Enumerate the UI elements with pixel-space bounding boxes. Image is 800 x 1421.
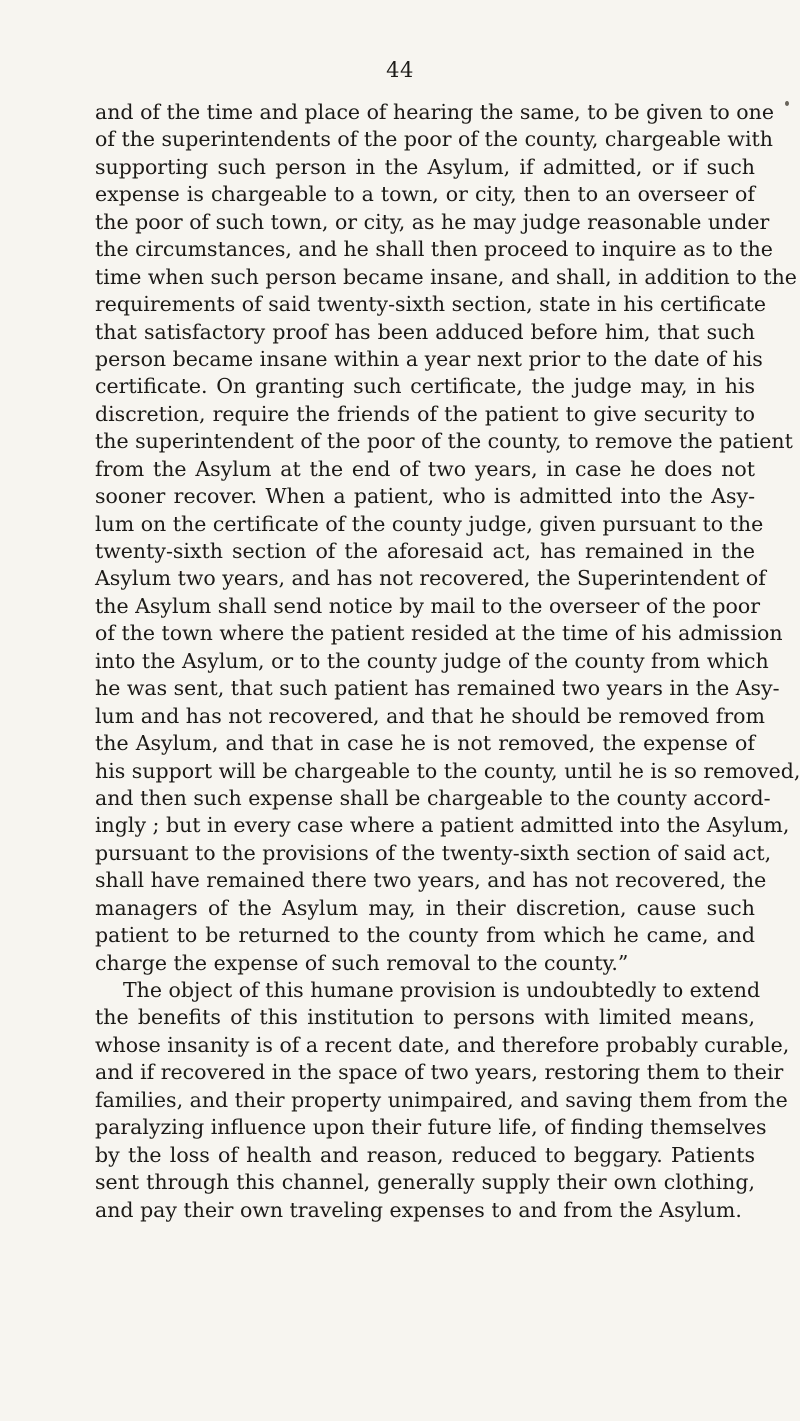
text-line: pursuant to the provisions of the twenty-sixth section of said act, (95, 840, 772, 865)
text-line: person became insane within a year next prior to the date of his (95, 346, 763, 371)
text-line: into the Asylum, or to the county judge of the county from which (95, 648, 769, 673)
text-line: the poor of such town, or city, as he may judge reasonable under (95, 209, 770, 234)
text-line: sooner recover. When a patient, who is admitted into the Asy- (95, 484, 755, 509)
text-line: and if recovered in the space of two years, restoring them to their (95, 1060, 784, 1085)
text-line: of the town where the patient resided at the time of his admission (95, 621, 783, 646)
text-line: lum on the certificate of the county judge, given pursuant to the (95, 511, 764, 536)
text-line: the superintendent of the poor of the county, to remove the patient (95, 429, 793, 454)
text-line: The object of this humane provision is undoubtedly to extend (123, 978, 761, 1002)
text-line: the benefits of this institution to persons with limited means, (95, 1005, 755, 1030)
text-line: from the Asylum at the end of two years, in case he does not (95, 456, 755, 481)
text-line: shall have remained there two years, and has not recovered, the (95, 868, 767, 893)
text-line: paralyzing influence upon their future life, of finding themselves (95, 1115, 767, 1140)
text-line: by the loss of health and reason, reduced to beggary. Patients (95, 1142, 755, 1167)
text-line: and then such expense shall be chargeable to the county accord- (95, 785, 771, 810)
text-line: certificate. On granting such certificate, the judge may, in his (95, 374, 755, 399)
text-line: twenty-sixth section of the aforesaid act, has remained in the (95, 539, 755, 563)
text-line: and pay their own traveling expenses to and from the Asylum. (95, 1197, 742, 1222)
text-line: discretion, require the friends of the patient to give security to (95, 401, 755, 426)
page-number: 44 (386, 58, 414, 82)
text-line: the Asylum, and that in case he is not removed, the expense of (95, 731, 755, 756)
text-line: supporting such person in the Asylum, if admitted, or if such (95, 154, 755, 179)
text-line: of the superintendents of the poor of the county, chargeable with (95, 127, 773, 152)
text-line: requirements of said twenty-sixth section, state in his certificate (95, 292, 767, 317)
text-line: families, and their property unimpaired, and saving them from the (95, 1087, 788, 1112)
text-line: the circumstances, and he shall then proceed to inquire as to the (95, 237, 773, 262)
text-line: lum and has not recovered, and that he should be removed from (95, 703, 765, 728)
text-line: his support will be chargeable to the county, until he is so removed, (95, 758, 800, 783)
text-line: expense is chargeable to a town, or city, then to an overseer of (95, 182, 755, 207)
text-line: managers of the Asylum may, in their discretion, cause such (95, 895, 755, 920)
text-line: the Asylum shall send notice by mail to the overseer of the poor (95, 593, 761, 618)
text-line: Asylum two years, and has not recovered, the Superintendent of (95, 566, 766, 591)
paragraph (95, 977, 790, 1224)
text-line: whose insanity is of a recent date, and therefore probably curable, (95, 1032, 790, 1057)
text-line: and of the time and place of hearing the same, to be given to one (95, 100, 774, 124)
text-line: time when such person became insane, and shall, in addition to the (95, 264, 797, 289)
text-line: ingly ; but in every case where a patient admitted into the Asylum, (95, 813, 790, 838)
paragraph (95, 99, 800, 977)
text-line: sent through this channel, generally supply their own clothing, (95, 1170, 755, 1195)
text-line: charge the expense of such removal to the county.” (95, 950, 629, 975)
text-line: that satisfactory proof has been adduced before him, that such (95, 319, 755, 344)
text-line: patient to be returned to the county from which he came, and (95, 923, 755, 948)
ink-speck (785, 101, 789, 106)
text-line: he was sent, that such patient has remained two years in the Asy- (95, 676, 780, 701)
body-text (95, 99, 800, 1224)
